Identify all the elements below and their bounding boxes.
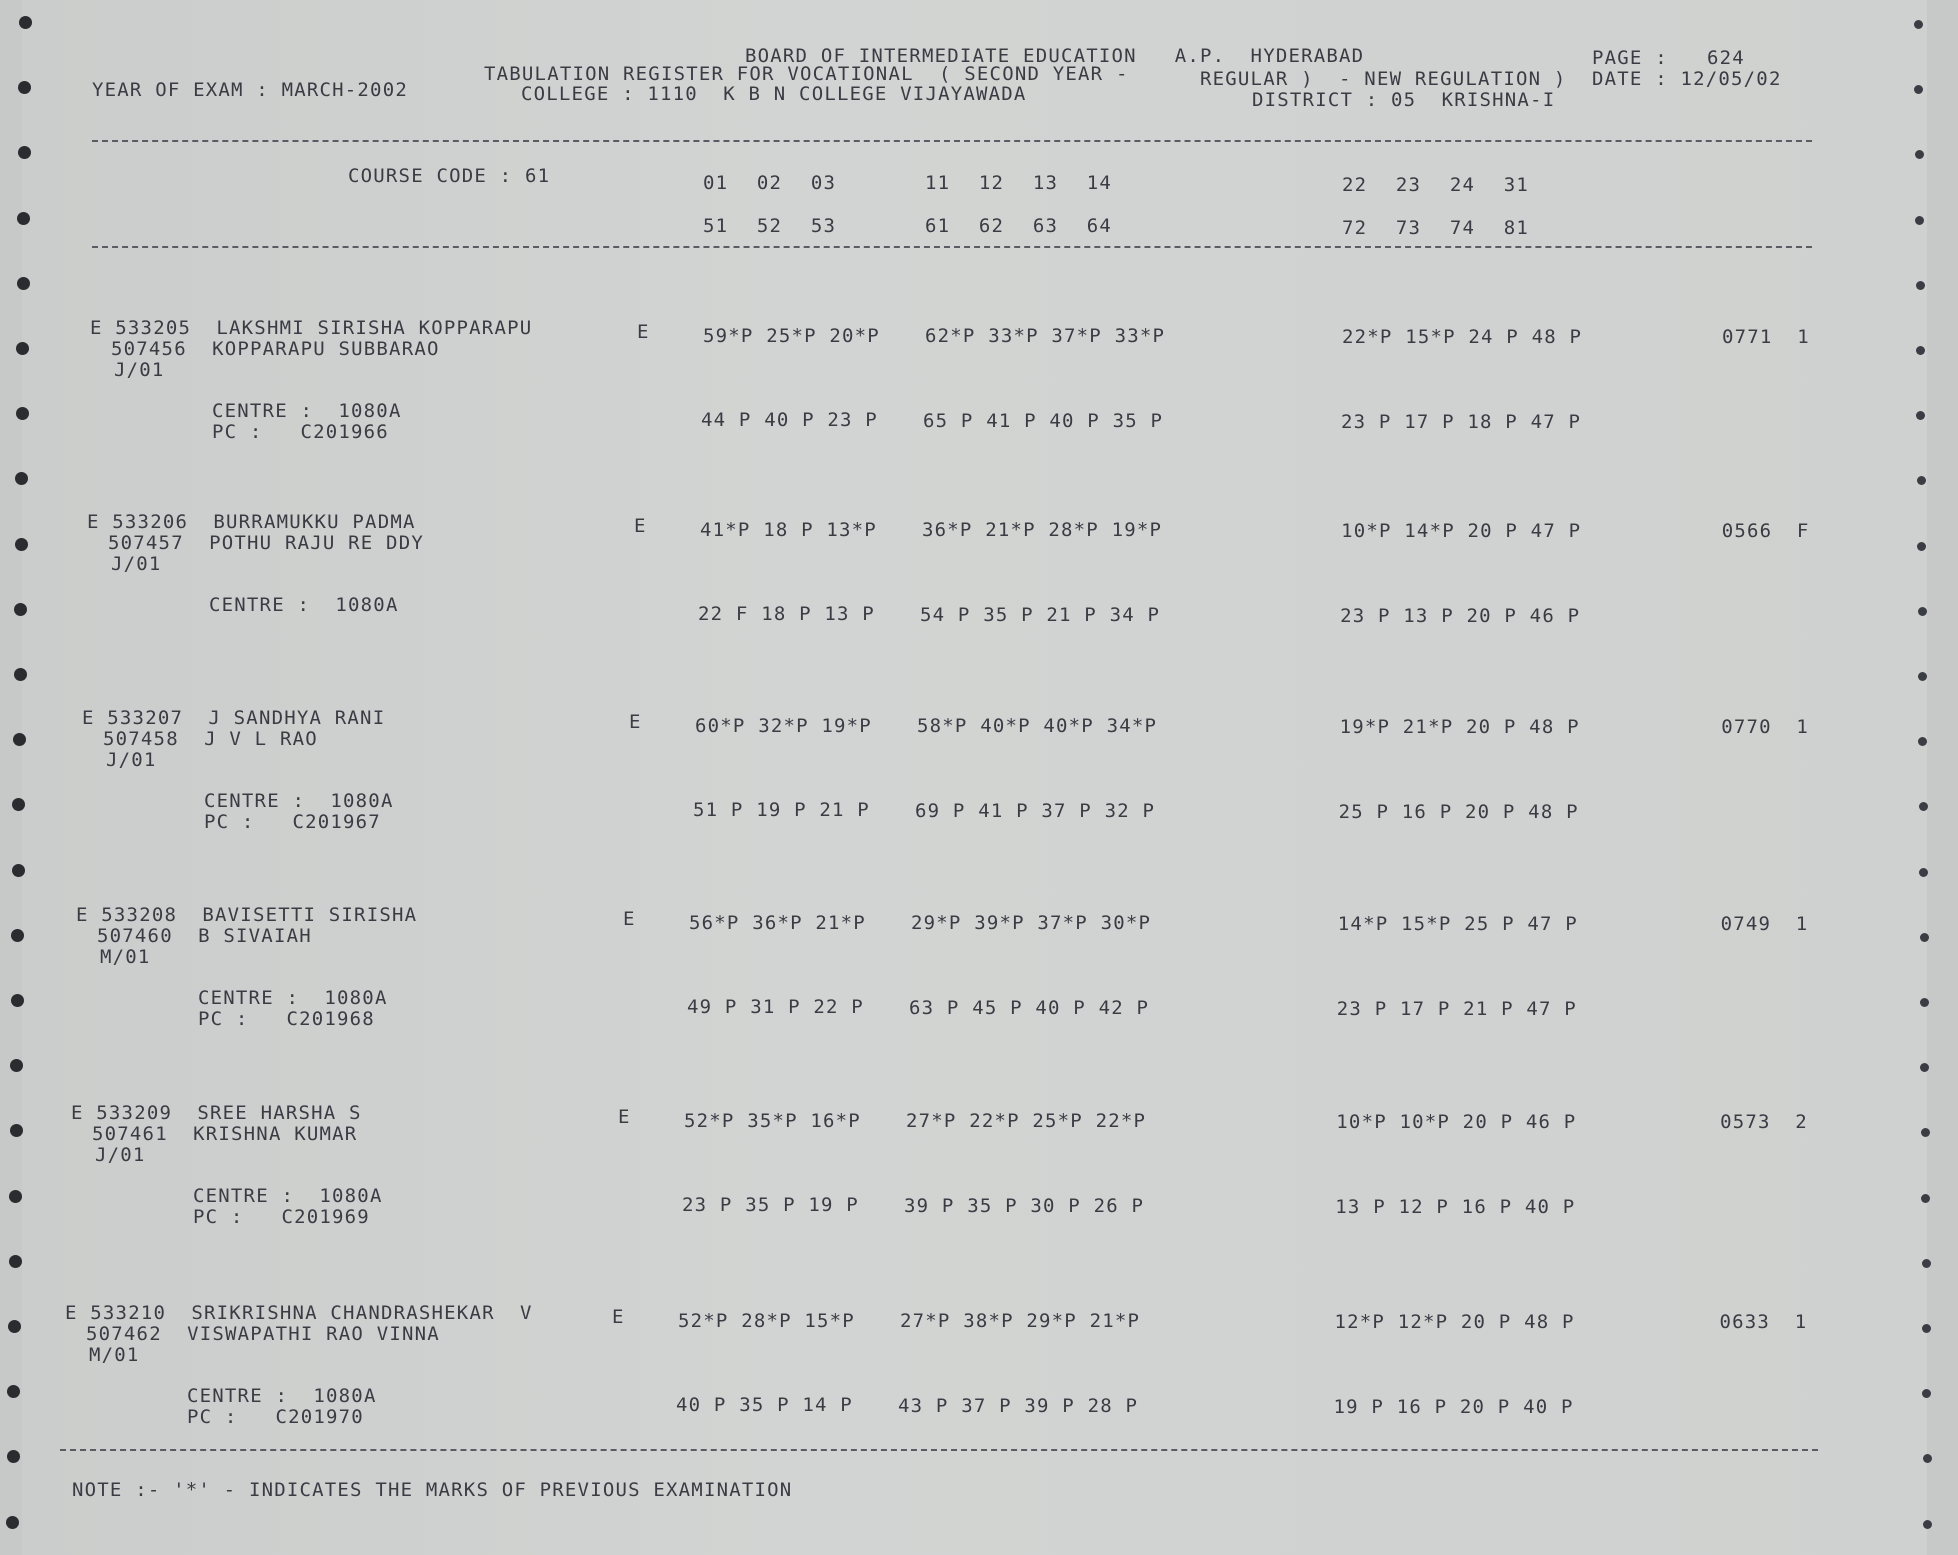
pc-number: PC : C201968 xyxy=(198,1008,375,1030)
grand-total-result: 0770 1 xyxy=(1721,716,1810,738)
marks-part1-group1: 52*P 28*P 15*P xyxy=(678,1310,855,1332)
district-line: DISTRICT : 05 KRISHNA-I xyxy=(1252,89,1556,111)
centre-code: CENTRE : 1080A xyxy=(198,987,388,1009)
marks-part2-group2: 69 P 41 P 37 P 32 P xyxy=(915,800,1156,822)
subject-codes-group3: 22 23 24 31 xyxy=(1342,174,1530,196)
marks-part2-group1: 23 P 35 P 19 P xyxy=(682,1194,859,1216)
register-title: TABULATION REGISTER FOR VOCATIONAL ( SECOND YEAR - xyxy=(484,63,1129,85)
subject-codes-group5: 61 62 63 64 xyxy=(925,215,1113,237)
footer-note: NOTE :- '*' - INDICATES THE MARKS OF PREVIOUS EXAMINATION xyxy=(72,1479,793,1501)
left-feed-hole xyxy=(11,994,24,1007)
marks-part1-group3: 19*P 21*P 20 P 48 P xyxy=(1339,716,1580,738)
subject-codes-group4: 51 52 53 xyxy=(703,215,837,237)
subject-codes-group1: 01 02 03 xyxy=(703,172,837,194)
marks-part1-group2: 58*P 40*P 40*P 34*P xyxy=(917,715,1158,737)
centre-code: CENTRE : 1080A xyxy=(193,1185,383,1207)
centre-code: CENTRE : 1080A xyxy=(187,1385,377,1407)
right-feed-hole xyxy=(1923,1520,1932,1529)
marks-part2-group2: 39 P 35 P 30 P 26 P xyxy=(904,1195,1145,1217)
marks-part2-group2: 43 P 37 P 39 P 28 P xyxy=(898,1395,1139,1417)
student-father-name: 507460 B SIVAIAH xyxy=(97,925,312,947)
right-feed-hole xyxy=(1918,607,1927,616)
left-feed-hole xyxy=(14,668,27,681)
marks-part1-group3: 10*P 10*P 20 P 46 P xyxy=(1336,1111,1577,1133)
right-feed-hole xyxy=(1920,1063,1929,1072)
student-group: J/01 xyxy=(95,1144,146,1166)
right-feed-hole xyxy=(1917,542,1926,551)
marks-part1-group2: 27*P 38*P 29*P 21*P xyxy=(900,1310,1141,1332)
left-feed-hole xyxy=(12,864,25,877)
marks-part1-group2: 62*P 33*P 37*P 33*P xyxy=(925,325,1166,347)
grand-total-result: 0566 F xyxy=(1721,520,1810,542)
page-label: PAGE : xyxy=(1592,47,1668,69)
marks-part1-group2: 29*P 39*P 37*P 30*P xyxy=(911,912,1152,934)
marks-part2-group3: 23 P 13 P 20 P 46 P xyxy=(1340,605,1581,627)
marks-part2-group2: 54 P 35 P 21 P 34 P xyxy=(920,604,1161,626)
marks-part1-group3: 12*P 12*P 20 P 48 P xyxy=(1334,1311,1575,1333)
grand-total-result: 0771 1 xyxy=(1722,326,1810,348)
left-feed-hole xyxy=(16,407,29,420)
student-group: J/01 xyxy=(106,749,157,771)
marks-part2-group3: 23 P 17 P 21 P 47 P xyxy=(1336,998,1577,1020)
marks-part1-group2: 36*P 21*P 28*P 19*P xyxy=(922,519,1163,541)
medium-code: E xyxy=(612,1306,625,1328)
left-feed-hole xyxy=(7,1385,20,1398)
left-feed-hole xyxy=(14,603,27,616)
marks-part1-group1: 56*P 36*P 21*P xyxy=(689,912,866,934)
student-id-name: E 533207 J SANDHYA RANI xyxy=(82,707,386,729)
marks-part1-group1: 60*P 32*P 19*P xyxy=(695,715,872,737)
grand-total-result: 0749 1 xyxy=(1720,913,1809,935)
student-group: J/01 xyxy=(111,553,162,575)
marks-part2-group3: 19 P 16 P 20 P 40 P xyxy=(1333,1396,1574,1418)
marks-part1-group3: 14*P 15*P 25 P 47 P xyxy=(1337,913,1578,935)
board-title: BOARD OF INTERMEDIATE EDUCATION A.P. HYDERABAD xyxy=(745,45,1365,67)
medium-code: E xyxy=(618,1106,631,1128)
header-rule xyxy=(92,140,1812,142)
medium-code: E xyxy=(629,711,642,733)
pc-number: PC : C201969 xyxy=(193,1206,370,1228)
date-line: DATE : 12/05/02 xyxy=(1592,68,1782,90)
right-feed-hole xyxy=(1915,216,1924,225)
marks-part1-group3: 22*P 15*P 24 P 48 P xyxy=(1342,326,1583,348)
student-father-name: 507461 KRISHNA KUMAR xyxy=(92,1123,358,1145)
grand-total-result: 0633 1 xyxy=(1719,1311,1808,1333)
right-feed-hole xyxy=(1914,20,1923,29)
right-feed-hole xyxy=(1916,281,1925,290)
centre-code: CENTRE : 1080A xyxy=(204,790,394,812)
left-feed-hole xyxy=(17,212,30,225)
right-feed-hole xyxy=(1923,1454,1932,1463)
right-feed-hole xyxy=(1918,672,1927,681)
left-feed-hole xyxy=(19,16,32,29)
student-father-name: 507456 KOPPARAPU SUBBARAO xyxy=(111,338,440,360)
centre-code: CENTRE : 1080A xyxy=(209,594,399,616)
marks-part2-group3: 25 P 16 P 20 P 48 P xyxy=(1338,801,1579,823)
centre-code: CENTRE : 1080A xyxy=(212,400,402,422)
marks-part2-group2: 65 P 41 P 40 P 35 P xyxy=(923,410,1164,432)
pc-number: PC : C201967 xyxy=(204,811,381,833)
left-feed-hole xyxy=(17,277,30,290)
marks-part1-group3: 10*P 14*P 20 P 47 P xyxy=(1341,520,1582,542)
marks-part1-group1: 52*P 35*P 16*P xyxy=(684,1110,861,1132)
medium-code: E xyxy=(637,321,650,343)
right-feed-hole xyxy=(1922,1324,1931,1333)
right-feed-hole xyxy=(1920,933,1929,942)
student-id-name: E 533210 SRIKRISHNA CHANDRASHEKAR V xyxy=(65,1302,533,1324)
marks-part1-group1: 59*P 25*P 20*P xyxy=(703,325,880,347)
student-id-name: E 533208 BAVISETTI SIRISHA xyxy=(76,904,418,926)
left-feed-hole xyxy=(9,1190,22,1203)
student-father-name: 507458 J V L RAO xyxy=(103,728,318,750)
marks-part2-group2: 63 P 45 P 40 P 42 P xyxy=(909,997,1150,1019)
left-feed-hole xyxy=(10,1124,23,1137)
student-group: M/01 xyxy=(89,1344,140,1366)
left-feed-hole xyxy=(9,1255,22,1268)
right-feed-hole xyxy=(1921,1194,1930,1203)
student-id-name: E 533209 SREE HARSHA S xyxy=(71,1102,362,1124)
student-id-name: E 533206 BURRAMUKKU PADMA xyxy=(87,511,416,533)
pc-number: PC : C201966 xyxy=(212,421,389,443)
marks-part1-group2: 27*P 22*P 25*P 22*P xyxy=(906,1110,1147,1132)
marks-part2-group1: 51 P 19 P 21 P xyxy=(693,799,870,821)
right-feed-hole xyxy=(1916,346,1925,355)
medium-code: E xyxy=(634,515,647,537)
pc-number: PC : C201970 xyxy=(187,1406,364,1428)
right-feed-hole xyxy=(1920,998,1929,1007)
marks-part2-group1: 22 F 18 P 13 P xyxy=(698,603,875,625)
marks-part2-group1: 49 P 31 P 22 P xyxy=(687,996,864,1018)
right-feed-hole xyxy=(1922,1259,1931,1268)
page-number: 624 xyxy=(1707,47,1745,69)
student-id-name: E 533205 LAKSHMI SIRISHA KOPPARAPU xyxy=(90,317,533,339)
student-father-name: 507457 POTHU RAJU RE DDY xyxy=(108,532,424,554)
subject-codes-group6: 72 73 74 81 xyxy=(1342,217,1530,239)
course-rule xyxy=(92,246,1812,248)
college-line: COLLEGE : 1110 K B N COLLEGE VIJAYAWADA xyxy=(521,83,1027,105)
grand-total-result: 0573 2 xyxy=(1720,1111,1808,1133)
student-group: J/01 xyxy=(114,359,165,381)
marks-part2-group3: 13 P 12 P 16 P 40 P xyxy=(1335,1196,1576,1218)
course-code: COURSE CODE : 61 xyxy=(348,165,551,187)
right-feed-hole xyxy=(1919,868,1928,877)
footer-rule xyxy=(60,1449,1818,1451)
student-father-name: 507462 VISWAPATHI RAO VINNA xyxy=(86,1323,440,1345)
left-feed-hole xyxy=(6,1516,19,1529)
regulation-line: REGULAR ) - NEW REGULATION ) xyxy=(1200,68,1567,90)
subject-codes-group2: 11 12 13 14 xyxy=(925,172,1113,194)
left-feed-hole xyxy=(8,1320,21,1333)
medium-code: E xyxy=(623,908,636,930)
year-of-exam: YEAR OF EXAM : MARCH-2002 xyxy=(92,79,408,101)
marks-part2-group1: 44 P 40 P 23 P xyxy=(701,409,878,431)
left-feed-hole xyxy=(7,1450,20,1463)
right-feed-hole xyxy=(1921,1128,1930,1137)
marks-part2-group3: 23 P 17 P 18 P 47 P xyxy=(1341,411,1582,433)
right-feed-hole xyxy=(1922,1389,1931,1398)
marks-part2-group1: 40 P 35 P 14 P xyxy=(676,1394,853,1416)
left-feed-hole xyxy=(15,538,28,551)
marks-part1-group1: 41*P 18 P 13*P xyxy=(700,519,877,541)
student-group: M/01 xyxy=(100,946,151,968)
